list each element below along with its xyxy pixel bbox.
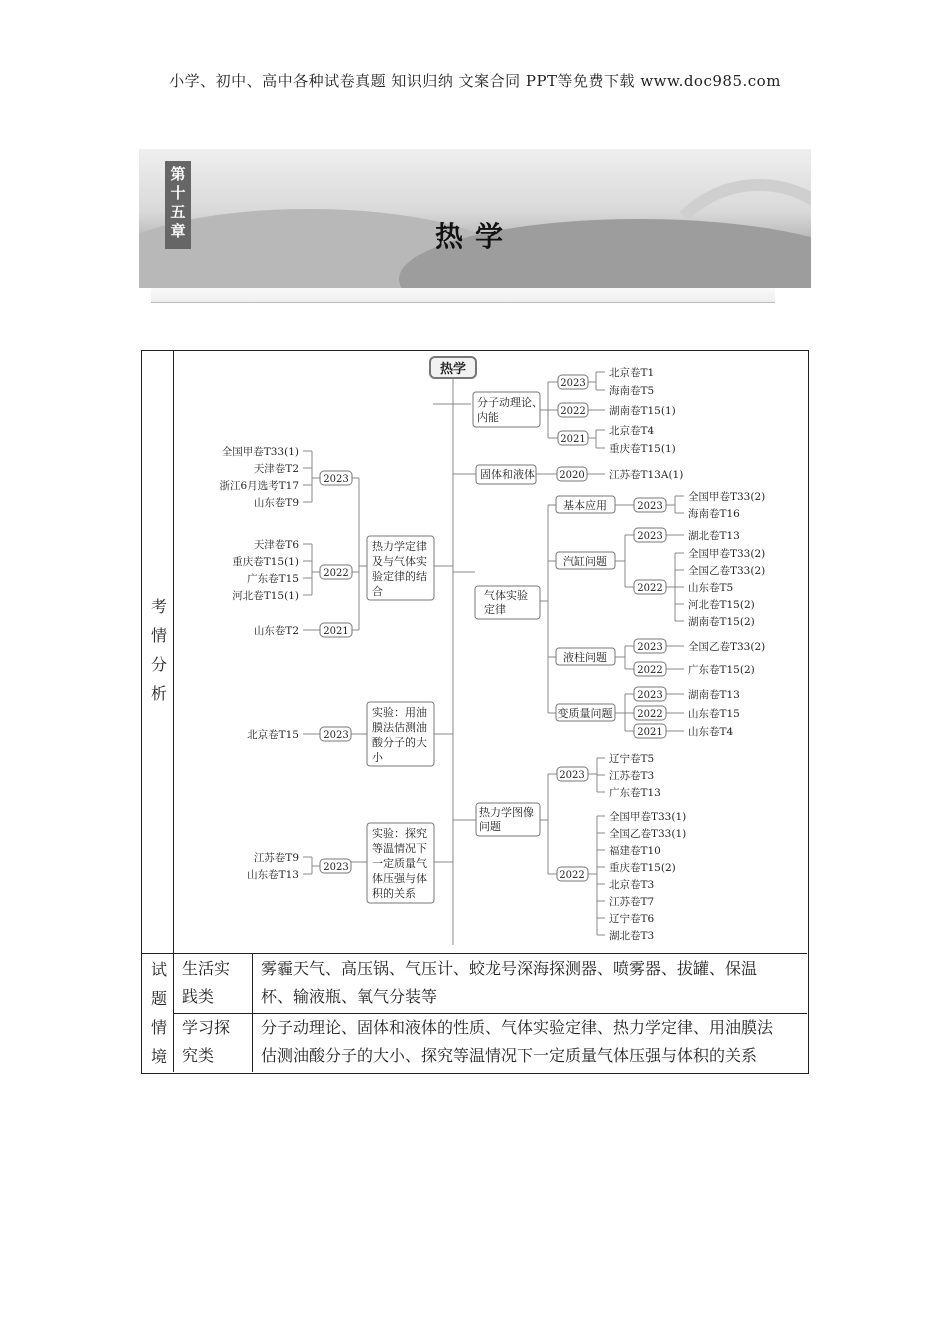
mindmap-root: 热学 <box>439 362 467 377</box>
node-qiti: 气体实验定律 <box>484 589 528 616</box>
leaf-item: 广东卷T15 <box>247 573 299 585</box>
year-badge: 2023 <box>323 730 349 741</box>
leaf-item: 湖南卷T15(1) <box>609 405 676 417</box>
node-guti: 固体和液体 <box>480 468 535 481</box>
leaf-item: 海南卷T16 <box>688 508 740 520</box>
leaf-item: 山东卷T13 <box>247 869 299 881</box>
leaf-item: 江苏卷T9 <box>253 852 299 864</box>
table-col-divider-2 <box>252 953 253 1072</box>
leaf-item: 山东卷T15 <box>688 708 740 720</box>
year-badge: 2023 <box>560 378 586 389</box>
mindmap-connectors <box>303 372 687 945</box>
node-dengwen: 实验：探究等温情况下一定质量气体压强与体积的关系 <box>372 827 427 900</box>
leaf-item: 湖北卷T13 <box>688 530 740 542</box>
node-relixue: 热力学定律及与气体实验定律的结合 <box>372 540 427 598</box>
leaf-item: 河北卷T15(1) <box>232 590 299 602</box>
leaf-item: 江苏卷T3 <box>609 770 655 782</box>
year-badge: 2022 <box>560 406 586 417</box>
leaf-item: 山东卷T4 <box>688 726 734 738</box>
leaf-item: 全国乙卷T33(2) <box>688 641 766 653</box>
year-badge: 2023 <box>323 474 349 485</box>
node-rexue-tu: 热力学图像问题 <box>479 806 534 833</box>
sub-qigang: 汽缸问题 <box>563 555 607 568</box>
leaf-item: 福建卷T10 <box>609 845 661 857</box>
year-badge: 2021 <box>560 434 586 445</box>
node-youmo: 实验：用油膜法估测油酸分子的大小 <box>372 706 427 764</box>
leaf-item: 湖南卷T13 <box>688 689 740 701</box>
leaf-item: 浙江6月选考T17 <box>219 480 299 492</box>
context-text-life: 雾霾天气、高压锅、气压计、蛟龙号深海探测器、喷雾器、拔罐、保温 杯、输液瓶、氧气分装等 <box>261 959 758 1006</box>
sub-yezhu: 液柱问题 <box>563 651 607 664</box>
sub-jiben: 基本应用 <box>563 499 607 512</box>
year-badge: 2022 <box>323 568 349 579</box>
leaf-item: 广东卷T13 <box>609 787 661 799</box>
year-badge: 2023 <box>559 770 585 781</box>
leaf-item: 重庆卷T15(1) <box>609 443 676 455</box>
leaf-item: 北京卷T3 <box>609 879 655 891</box>
leaf-item: 重庆卷T15(1) <box>232 556 299 568</box>
year-badge: 2023 <box>637 690 663 701</box>
leaf-item: 江苏卷T7 <box>609 896 655 908</box>
leaf-item: 全国乙卷T33(1) <box>609 828 687 840</box>
year-badge: 2023 <box>637 501 663 512</box>
leaf-item: 江苏卷T13A(1) <box>609 469 684 481</box>
leaf-item: 天津卷T2 <box>253 463 299 475</box>
leaf-item: 海南卷T5 <box>609 385 655 397</box>
year-badge: 2022 <box>637 665 663 676</box>
year-badge: 2021 <box>637 727 663 738</box>
year-badge: 2022 <box>637 709 663 720</box>
leaf-item: 全国甲卷T33(1) <box>609 811 687 823</box>
leaf-item: 全国乙卷T33(2) <box>688 565 766 577</box>
node-fenzi: 分子动理论、内能 <box>477 396 543 424</box>
chapter-tag: 第 十 五 章 <box>165 161 191 249</box>
year-badge: 2023 <box>637 642 663 653</box>
sub-label-life: 生活实 践类 <box>182 959 231 1006</box>
row-label-analysis: 考 情 分 析 <box>150 597 167 703</box>
leaf-item: 辽宁卷T5 <box>609 753 655 765</box>
leaf-item: 广东卷T15(2) <box>688 664 755 676</box>
leaf-item: 山东卷T2 <box>253 625 299 637</box>
row-label-context: 试 题 情 境 <box>150 960 167 1066</box>
leaf-item: 全国甲卷T33(2) <box>688 491 766 503</box>
leaf-item: 重庆卷T15(2) <box>609 862 676 874</box>
leaf-item: 北京卷T15 <box>247 729 299 741</box>
leaf-item: 北京卷T4 <box>609 425 655 437</box>
leaf-items-left <box>219 445 299 881</box>
leaf-item: 山东卷T5 <box>688 582 734 594</box>
year-badge: 2020 <box>559 470 585 481</box>
chapter-title: 热学 <box>435 220 516 253</box>
leaf-item: 湖北卷T3 <box>609 930 655 942</box>
sub-label-study: 学习探 究类 <box>182 1018 231 1065</box>
context-text-study: 分子动理论、固体和液体的性质、气体实验定律、热力学定律、用油膜法 估测油酸分子的大小、探究等温情况下一定质量气体压强与体积的关系 <box>261 1018 774 1065</box>
leaf-item: 天津卷T6 <box>253 539 299 551</box>
sub-bianzhi: 变质量问题 <box>557 707 613 720</box>
leaf-items-right <box>609 366 765 942</box>
leaf-item: 全国甲卷T33(2) <box>688 548 766 560</box>
year-badge: 2021 <box>323 626 349 637</box>
leaf-item: 全国甲卷T33(1) <box>221 446 299 458</box>
leaf-item: 河北卷T15(2) <box>688 599 755 611</box>
year-badge: 2022 <box>637 583 663 594</box>
year-badge: 2023 <box>637 531 663 542</box>
year-badge: 2022 <box>559 870 585 881</box>
page-header: 小学、初中、高中各种试卷真题 知识归纳 文案合同 PPT等免费下载 www.doc985.com <box>169 72 781 90</box>
leaf-item: 辽宁卷T6 <box>609 913 655 925</box>
leaf-item: 山东卷T9 <box>253 497 299 509</box>
leaf-item: 北京卷T1 <box>609 367 655 379</box>
leaf-item: 湖南卷T15(2) <box>688 616 755 628</box>
year-badge: 2023 <box>323 862 349 873</box>
